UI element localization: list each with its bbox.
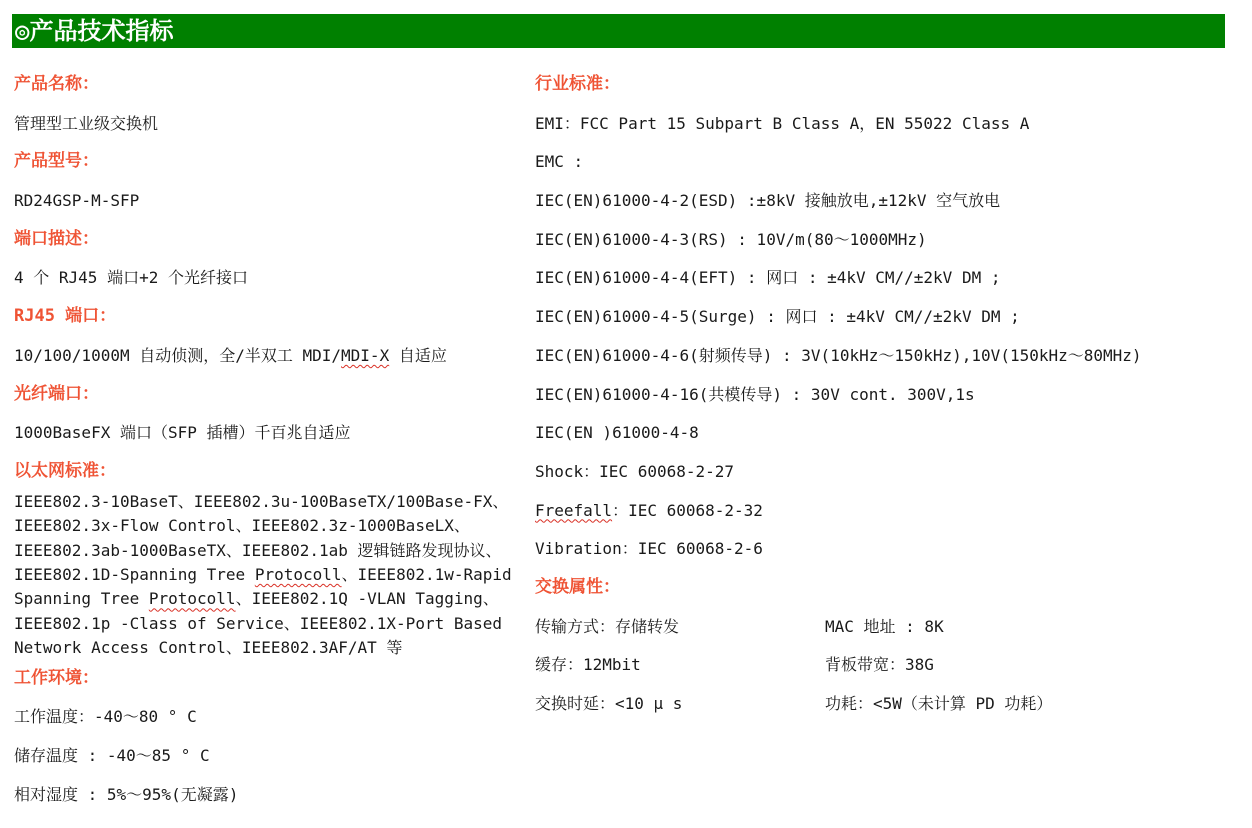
ethernet-standards-line [14,563,526,587]
heading-port-description: 端口描述： [14,228,99,249]
freefall-standard-text: ：IEC 60068-2-32 [612,500,763,520]
iec-esd-standard: IEC(EN)61000-4-2(ESD) :±8kV 接触放电,±12kV 空气放电 [535,191,1001,211]
switching-latency: 交换时延：<10 μ s [535,694,683,713]
heading-switch-properties: 交换属性： [535,576,620,597]
iec-rs-standard: IEC(EN)61000-4-3(RS) : 10V/m(80～1000MHz) [535,229,927,249]
ethernet-standards-line: IEEE802.3ab-1000BaseTX、IEEE802.1ab 逻辑链路发现协议、 [14,540,502,560]
ethernet-standards-line: IEEE802.3x-Flow Control、IEEE802.3z-1000BaseLX、 [14,516,470,536]
power-consumption: 功耗：<5W（未计算 PD 功耗） [825,694,1053,713]
rj45-mdix-misspelling: MDI-X [341,345,390,365]
product-name-value: 管理型工业级交换机 [14,113,159,133]
ethernet-standards-text: IEEE802.1D-Spanning Tree [14,565,255,585]
heading-ethernet-standards: 以太网标准： [14,460,116,481]
relative-humidity: 相对湿度 : 5%～95%(无凝露) [14,784,239,804]
protocoll-misspelling: Protocoll [148,589,236,609]
heading-product-name: 产品名称： [14,74,99,94]
ethernet-standards-line: IEEE802.1p -Class of Service、IEEE802.1X-Port Based [14,613,503,633]
fiber-port-value: 1000BaseFX 端口（SFP 插槽）千百兆自适应 [14,423,351,443]
heading-product-model: 产品型号： [14,151,99,172]
transmission-mode: 传输方式：存储转发 [535,616,680,636]
rj45-port-text: 10/100/1000M 自动侦测，全/半双工 MDI/ [14,345,342,365]
iec-rf-standard: IEC(EN)61000-4-6(射频传导) : 3V(10kHz～150kHz),10V(150kHz～80MHz) [535,345,1142,365]
ethernet-standards-paragraph [14,490,526,661]
operating-temperature: 工作温度：-40～80 ° C [14,707,197,727]
section-title: ◎产品技术指标 [15,17,174,45]
iec-surge-standard: IEC(EN)61000-4-5(Surge) : 网口 : ±4kV CM//±2kV DM ; [535,307,1020,327]
buffer-size: 缓存：12Mbit [535,655,641,675]
ethernet-standards-line [14,587,526,611]
left-column [14,76,526,824]
freefall-standard [535,502,1240,519]
emi-standard: EMI：FCC Part 15 Subpart B Class A，EN 55022 Class A [535,113,1030,133]
protocoll-misspelling: Protocoll [254,565,342,585]
vibration-standard: Vibration：IEC 60068-2-6 [535,539,763,559]
product-model-value: RD24GSP-M-SFP [14,191,140,211]
switch-properties-row [535,618,1240,635]
shock-standard: Shock：IEC 60068-2-27 [535,461,735,481]
ethernet-standards-line: IEEE802.3-10BaseT、IEEE802.3u-100BaseTX/100Base-FX、 [14,491,509,511]
backplane-bandwidth: 背板带宽：38G [825,655,934,675]
heading-fiber-port: 光纤端口： [14,383,99,404]
heading-industry-standards: 行业标准： [535,74,620,94]
ethernet-standards-text: Spanning Tree [14,589,149,609]
heading-rj45-port: RJ45 端口： [14,306,117,327]
iec-cm-standard: IEC(EN)61000-4-16(共模传导) : 30V cont. 300V,1s [535,384,975,404]
switch-properties-row [535,656,1240,673]
rj45-port-text-tail: 自适应 [389,345,447,365]
storage-temperature: 储存温度 : -40～85 ° C [14,745,210,765]
ethernet-standards-text-tail: 、IEEE802.1w-Rapid [341,565,512,585]
rj45-port-value [14,347,526,364]
mac-address-capacity: MAC 地址 : 8K [825,616,944,636]
ethernet-standards-line: Network Access Control、IEEE802.3AF/AT 等 [14,638,403,658]
ethernet-standards-text-tail: 、IEEE802.1Q -VLAN Tagging、 [235,589,499,609]
freefall-misspelling: Freefall [535,500,613,520]
switch-properties-row [535,695,1240,712]
port-description-value: 4 个 RJ45 端口+2 个光纤接口 [14,268,248,288]
right-column [535,76,1240,734]
iec-eft-standard: IEC(EN)61000-4-4(EFT) : 网口 : ±4kV CM//±2kV DM ; [535,268,1001,288]
section-header-bar [12,14,1225,48]
heading-work-environment: 工作环境： [14,667,99,688]
emc-label: EMC : [535,152,584,172]
iec-magnetic-standard: IEC(EN )61000-4-8 [535,423,699,443]
